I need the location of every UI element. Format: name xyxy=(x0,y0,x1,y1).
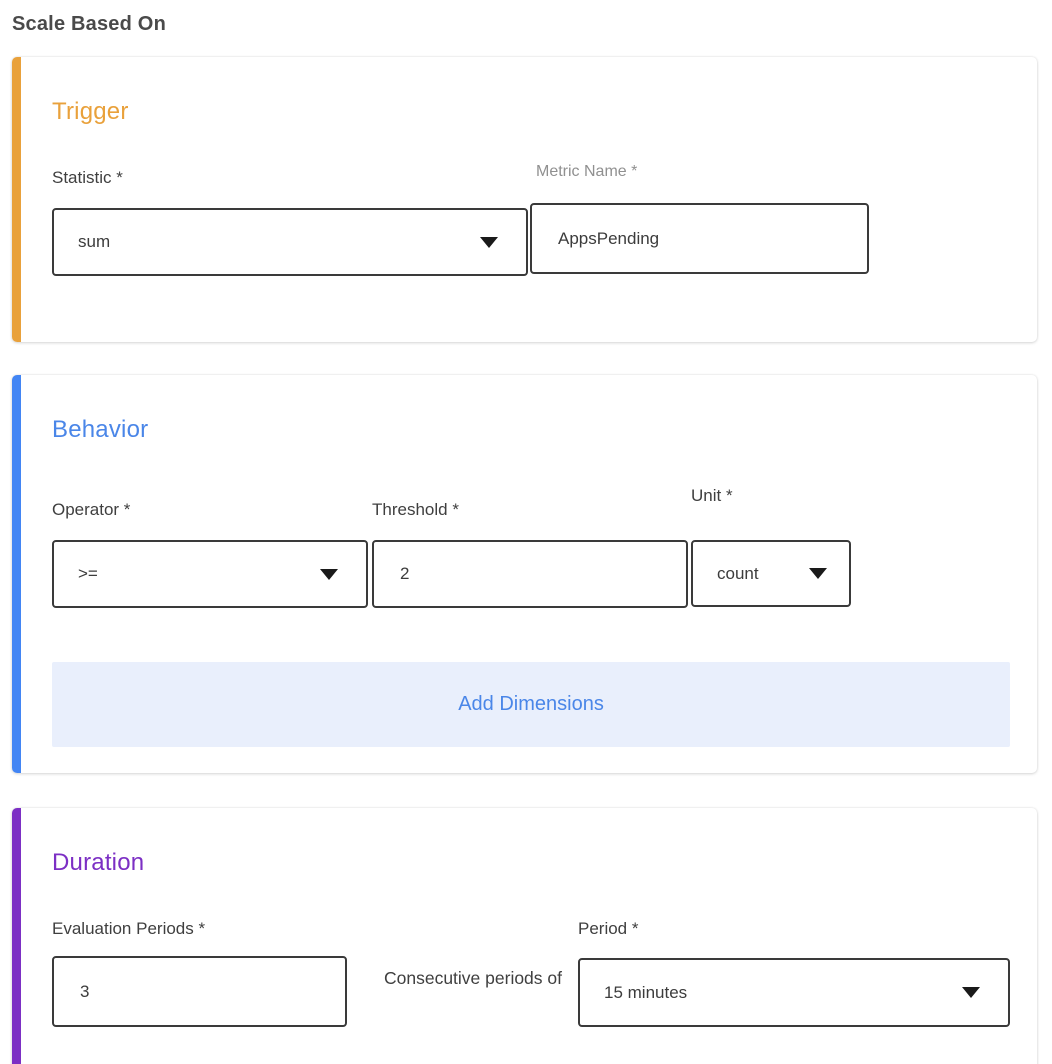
caret-down-icon xyxy=(809,568,827,579)
duration-card xyxy=(12,808,1037,1064)
operator-value: >= xyxy=(78,564,98,583)
period-value: 15 minutes xyxy=(604,982,688,1002)
threshold-input[interactable] xyxy=(372,540,688,608)
metric-name-input[interactable] xyxy=(530,203,869,274)
behavior-card xyxy=(12,375,1037,773)
unit-select[interactable] xyxy=(691,540,851,607)
add-dimensions-button[interactable]: Add Dimensions xyxy=(52,662,1010,747)
metric-name-label: Metric Name * xyxy=(536,163,638,180)
trigger-card xyxy=(12,57,1037,342)
period-label: Period * xyxy=(578,919,639,938)
caret-down-icon xyxy=(320,569,338,580)
unit-label: Unit * xyxy=(691,486,733,505)
threshold-label: Threshold * xyxy=(372,500,459,519)
statistic-label: Statistic * xyxy=(52,168,123,187)
evaluation-periods-label: Evaluation Periods * xyxy=(52,919,206,938)
period-select[interactable] xyxy=(578,958,1010,1027)
behavior-section-title: Behavior xyxy=(52,416,149,443)
unit-value: count xyxy=(717,563,759,583)
operator-select[interactable] xyxy=(52,540,368,608)
consecutive-periods-text: Consecutive periods of xyxy=(383,968,563,988)
operator-label: Operator * xyxy=(52,500,131,519)
caret-down-icon xyxy=(962,987,980,998)
statistic-value: sum xyxy=(78,232,111,251)
trigger-accent-bar xyxy=(12,57,21,342)
duration-section-title: Duration xyxy=(52,849,145,876)
trigger-section-title: Trigger xyxy=(52,98,129,125)
page-title: Scale Based On xyxy=(12,13,166,35)
statistic-select[interactable] xyxy=(52,208,528,276)
behavior-accent-bar xyxy=(12,375,21,773)
evaluation-periods-input[interactable] xyxy=(52,956,347,1027)
duration-accent-bar xyxy=(12,808,21,1064)
caret-down-icon xyxy=(480,237,498,248)
